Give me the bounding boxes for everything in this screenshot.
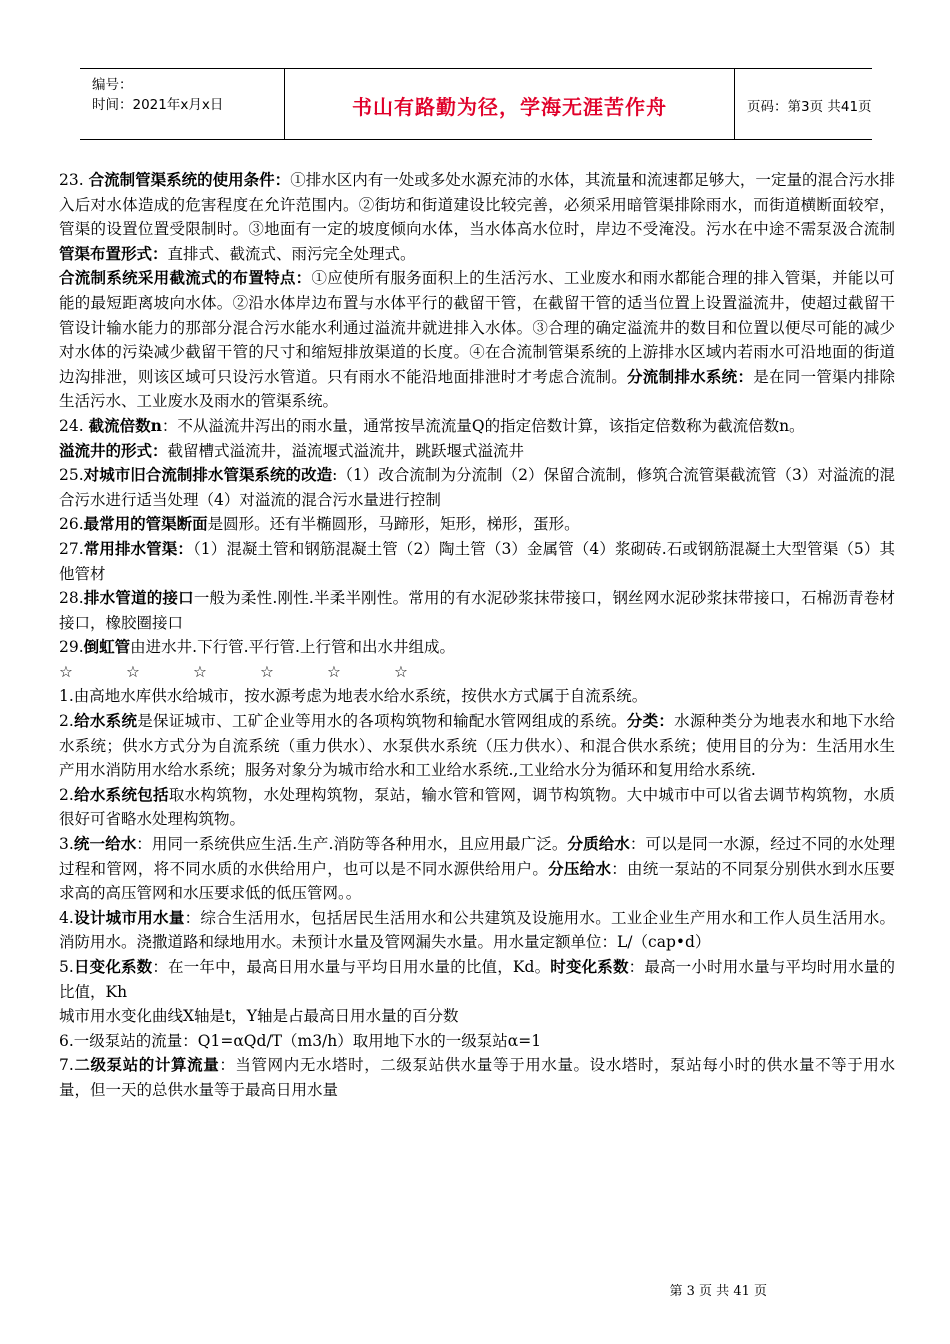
bold-term: 日变化系数 — [73, 957, 153, 976]
text-run: 水源种类分为地表水和地下水给水系统；供水方式分为自流系统（重力供水）、水泵供水系统（压力供水）、和混合供水系统；使用目的分为：生活用水生产用水消防用水给水系统；服务对象分为城市给水和工业给水系统.,工业给水分为循环和复用给水系统. — [59, 712, 895, 780]
text-run: 由进水井.下行管.平行管.上行管和出水井组成。 — [130, 638, 455, 657]
text-run: 24. — [59, 416, 89, 435]
bold-term: 合流制管渠系统的使用条件： — [88, 170, 291, 189]
paragraph — [59, 1029, 895, 1054]
text-run: :（1）改合流制为分流制（2）保留合流制，修筑合流管渠截流管（3）对溢流的混合污水进行适当处理（4）对溢流的混合污水量进行控制 — [59, 466, 895, 509]
page-header — [80, 68, 872, 140]
document-body — [59, 168, 895, 1103]
bold-term: 二级泵站的计算流量 — [73, 1055, 220, 1075]
paragraph — [59, 783, 895, 832]
paragraph — [59, 168, 895, 266]
bold-term: 统一给水 — [73, 834, 137, 854]
paragraph — [59, 586, 895, 635]
text-run: 取水构筑物，水处理构筑物，泵站，输水管和管网，调节构筑物。大中城市中可以省去调节构筑物，水质很好可省略水处理构筑物。 — [59, 785, 895, 829]
bold-term: 倒虹管 — [83, 637, 131, 657]
header-meta-cell — [80, 69, 285, 139]
text-run: 23. — [59, 171, 89, 189]
text-run: 一般为柔性.刚性.半柔半刚性。常用的有水泥砂浆抹带接口，钢丝网水泥砂浆抹带接口，石棉沥青卷材接口，橡胶圈接口 — [59, 589, 895, 632]
header-motto-cell — [285, 69, 735, 139]
text-run: 3. — [59, 835, 74, 854]
paragraph — [59, 832, 895, 906]
bold-term: 给水系统 — [73, 711, 138, 731]
bold-term: 截流倍数n — [88, 415, 162, 435]
bold-term: 合流制系统采用截流式的布置特点： — [59, 268, 312, 288]
text-run: ：用同一系统供应生活.生产.消防等各种用水，且应用最广泛。 — [136, 835, 568, 854]
paragraph — [59, 512, 895, 537]
text-run: 城市用水变化曲线X轴是t，Y轴是占最高日用水量的百分数 — [59, 1007, 459, 1026]
bold-term: 分流制排水系统： — [627, 366, 754, 386]
text-run: 28. — [59, 589, 84, 608]
text-run: 26. — [59, 515, 84, 534]
text-run: ：不从溢流井泻出的雨水量，通常按旱流流量Q的指定倍数计算，该指定倍数称为截流倍数n。 — [161, 416, 805, 435]
text-run: 29. — [59, 638, 84, 657]
text-run: ①排水区内有一处或多处水源充沛的水体，其流量和流速都足够大，一定量的混合污水排入后对水体造成的危害程度在允许范围内。②街坊和街道建设比较完善，必须采用暗管渠排除雨水，而街道横断面较窄，管渠的设置位置受限制时。③地面有一定的坡度倾向水体，当水体高水位时，岸边不受淹没。污水在中途不需泵汲合流制 — [59, 171, 895, 239]
paragraph — [59, 906, 895, 955]
paragraph — [59, 537, 895, 586]
text-run: 是圆形。还有半椭圆形，马蹄形，矩形，梯形，蛋形。 — [207, 515, 580, 534]
star-icon: ☆ — [260, 662, 274, 681]
bold-term: 给水系统包括 — [73, 784, 169, 804]
paragraph — [59, 1053, 895, 1102]
star-icon: ☆ — [193, 662, 207, 681]
bold-term: 时变化系数 — [550, 957, 629, 976]
text-run: 是保证城市、工矿企业等用水的各项构筑物和输配水管网组成的系统。 — [137, 712, 627, 731]
paragraph — [59, 463, 895, 512]
text-run: ：可以是同一水源，经过不同的水处理过程和管网，将不同水质的水供给用户，也可以是不同水源供给用户。 — [59, 835, 895, 878]
star-icon: ☆ — [394, 662, 408, 681]
paragraph — [59, 684, 895, 709]
header-motto: 书山有路勤为径，学海无涯苦作舟 — [352, 95, 667, 119]
header-page-cell — [735, 69, 872, 139]
bold-term: 对城市旧合流制排水管渠系统的改造 — [83, 465, 333, 485]
paragraph — [59, 266, 895, 414]
paragraph — [59, 1004, 895, 1029]
text-run: ：最高一小时用水量与平均时用水量的比值，Kh — [59, 958, 895, 1001]
text-run: ：综合生活用水，包括居民生活用水和公共建筑及设施用水。工业企业生产用水和工作人员生活用水。消防用水。浇撒道路和绿地用水。未预计水量及管网漏失水量。用水量定额单位：L/（cap•d） — [59, 908, 895, 952]
text-run: 是在同一管渠内排除生活污水、工业废水及雨水的管渠系统。 — [59, 367, 895, 411]
bold-term: 常用排水管渠： — [83, 538, 193, 558]
document-time-label: 时间：2021年x月x日 — [92, 97, 224, 113]
text-run: ：在一年中，最高日用水量与平均日用水量的比值，Kd。 — [152, 958, 551, 976]
text-run: ：由统一泵站的不同泵分别供水到水压要求高的高压管网和水压要求低的低压管网。。 — [59, 859, 895, 903]
star-icon: ☆ — [126, 662, 140, 681]
text-run: 27. — [59, 539, 84, 558]
text-run: 6.一级泵站的流量：Q1=αQd/T（m3/h）取用地下水的一级泵站α=1 — [59, 1031, 542, 1050]
text-run: 1.由高地水库供水给城市，按水源考虑为地表水给水系统，按供水方式属于自流系统。 — [59, 687, 648, 706]
paragraph — [59, 414, 895, 439]
text-run: 2. — [59, 712, 74, 731]
bold-term: 设计城市用水量 — [73, 907, 185, 927]
text-run: 25. — [59, 466, 84, 485]
bold-term: 分类： — [626, 711, 675, 731]
paragraph — [59, 709, 895, 783]
text-run: 2. — [59, 785, 74, 804]
star-divider — [59, 660, 895, 685]
paragraph — [59, 955, 895, 1004]
star-icon: ☆ — [59, 662, 73, 681]
text-run: （1）混凝土管和钢筋混凝土管（2）陶土管（3）金属管（4）浆砌砖.石或钢筋混凝土大型管渠（5）其他管材 — [59, 539, 895, 583]
paragraph — [59, 635, 895, 660]
text-run: 截留槽式溢流井，溢流堰式溢流井，跳跃堰式溢流井 — [167, 441, 525, 460]
bold-term: 排水管道的接口 — [83, 588, 194, 608]
text-run: 4. — [59, 908, 74, 927]
text-run: 直排式、截流式、雨污完全处理式。 — [167, 244, 416, 263]
document-number-label: 编号： — [92, 77, 133, 93]
bold-term: 分质给水 — [567, 834, 630, 854]
text-run: 7. — [59, 1056, 74, 1075]
bold-term: 管渠布置形式： — [59, 243, 168, 263]
bold-term: 溢流井的形式： — [59, 440, 168, 460]
text-run: ：当管网内无水塔时，二级泵站供水量等于用水量。设水塔时，泵站每小时的供水量不等于用水量，但一天的总供水量等于最高日用水量 — [59, 1056, 895, 1099]
paragraph — [59, 439, 895, 464]
bold-term: 最常用的管渠断面 — [83, 514, 208, 534]
star-icon: ☆ — [327, 662, 341, 681]
text-run: 5. — [59, 958, 74, 976]
header-page-info: 页码：第3页 共41页 — [747, 99, 872, 115]
bold-term: 分压给水 — [548, 858, 612, 878]
text-run: ①应使所有服务面积上的生活污水、工业废水和雨水都能合理的排入管渠，并能以可能的最短距离坡向水体。②沿水体岸边布置与水体平行的截留干管，在截留干管的适当位置上设置溢流井，使超过截留干管设计输水能力的那部分混合污水能水利通过溢流井就进排入水体。③合理的确定溢流井的数目和位置以便尽可能的减少对水体的污染减少截留干管的尺寸和缩短排放渠道的长度。④在合流制管渠系统的上游排水区域内若雨水可沿地面的街道边沟排泄，则该区域可只设污水管道。只有雨水不能沿地面排泄时才考虑合流制。 — [59, 269, 895, 386]
page-footer: 第 3 页 共 41 页 — [669, 1284, 767, 1299]
